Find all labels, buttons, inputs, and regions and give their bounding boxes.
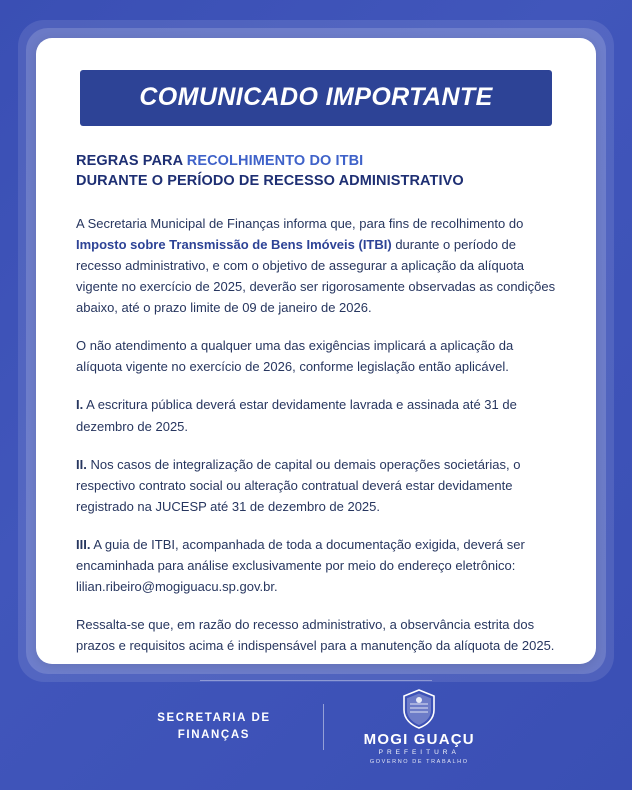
footer-secretaria [157,710,288,743]
footer-divider [200,680,432,681]
item-2-text: Nos casos de integralização de capital ou demais operações societárias, o respectivo contrato social ou alteração contratual deverá estar devidamente registrado na JUCESP até 31 de dezembro de 2025. [76,456,521,514]
item-3-text: A guia de ITBI, acompanhada de toda a documentação exigida, deverá ser encaminhada para análise exclusivamente por meio do endereço eletrônico: lilian.ribeiro@mogiguacu.sp.gov.br. [76,536,525,594]
footer-secretaria-line1: SECRETARIA DE [157,712,271,725]
banner-title: COMUNICADO IMPORTANTE [80,70,552,126]
subtitle-line1-highlight: RECOLHIMENTO DO ITBI [186,153,364,169]
city-crest-icon [402,689,436,729]
item-3-number: III. [76,536,91,552]
paragraph-1 [76,213,558,318]
paragraph-1-part1: A Secretaria Municipal de Finanças informa que, para fins de recolhimento do [76,216,524,232]
card-content [36,38,596,664]
subtitle-heading [76,152,558,191]
paragraph-item-1 [76,394,558,436]
item-2-number: II. [76,456,87,472]
paragraph-2: O não atendimento a qualquer uma das exigências implicará a aplicação da alíquota vigente no exercício de 2026, conforme legislação então aplicável. [76,338,514,375]
item-1-number: I. [76,397,84,413]
footer [0,664,632,790]
paragraph-closing: Ressalta-se que, em razão do recesso administrativo, a observância estrita dos prazos e requisitos acima é indispensável para a manutenção da alíquota de 2025. [76,616,555,653]
paragraph-item-2 [76,454,558,517]
footer-logo-sub2: GOVERNO DE TRABALHO [369,759,469,765]
footer-vertical-divider [323,704,324,750]
subtitle-line1-prefix: REGRAS PARA [76,153,187,169]
subtitle-line2: DURANTE O PERÍODO DE RECESSO ADMINISTRATIVO [76,172,464,189]
footer-logo-sub1: PREFEITURA [378,749,460,756]
footer-secretaria-line2: FINANÇAS [177,729,251,741]
item-1-text: A escritura pública deverá estar devidamente lavrada e assinada até 31 de dezembro de 2025. [76,397,517,434]
paragraph-1-bold: Imposto sobre Transmissão de Bens Imóveis (ITBI) [76,237,392,253]
body-text [74,213,558,656]
footer-logo-name: MOGI GUAÇU [363,731,475,748]
paragraph-item-3 [76,534,558,597]
announcement-card [36,38,596,664]
paragraph-1-part2: durante o período de recesso administrativo, e com o objetivo de assegurar a aplicação da alíquota vigente no exercício de 2025, deverão ser rigorosamente observadas as condições abaixo, até o prazo limite de 09 de janeiro de 2026. [76,237,556,316]
footer-logo-block [358,689,475,765]
